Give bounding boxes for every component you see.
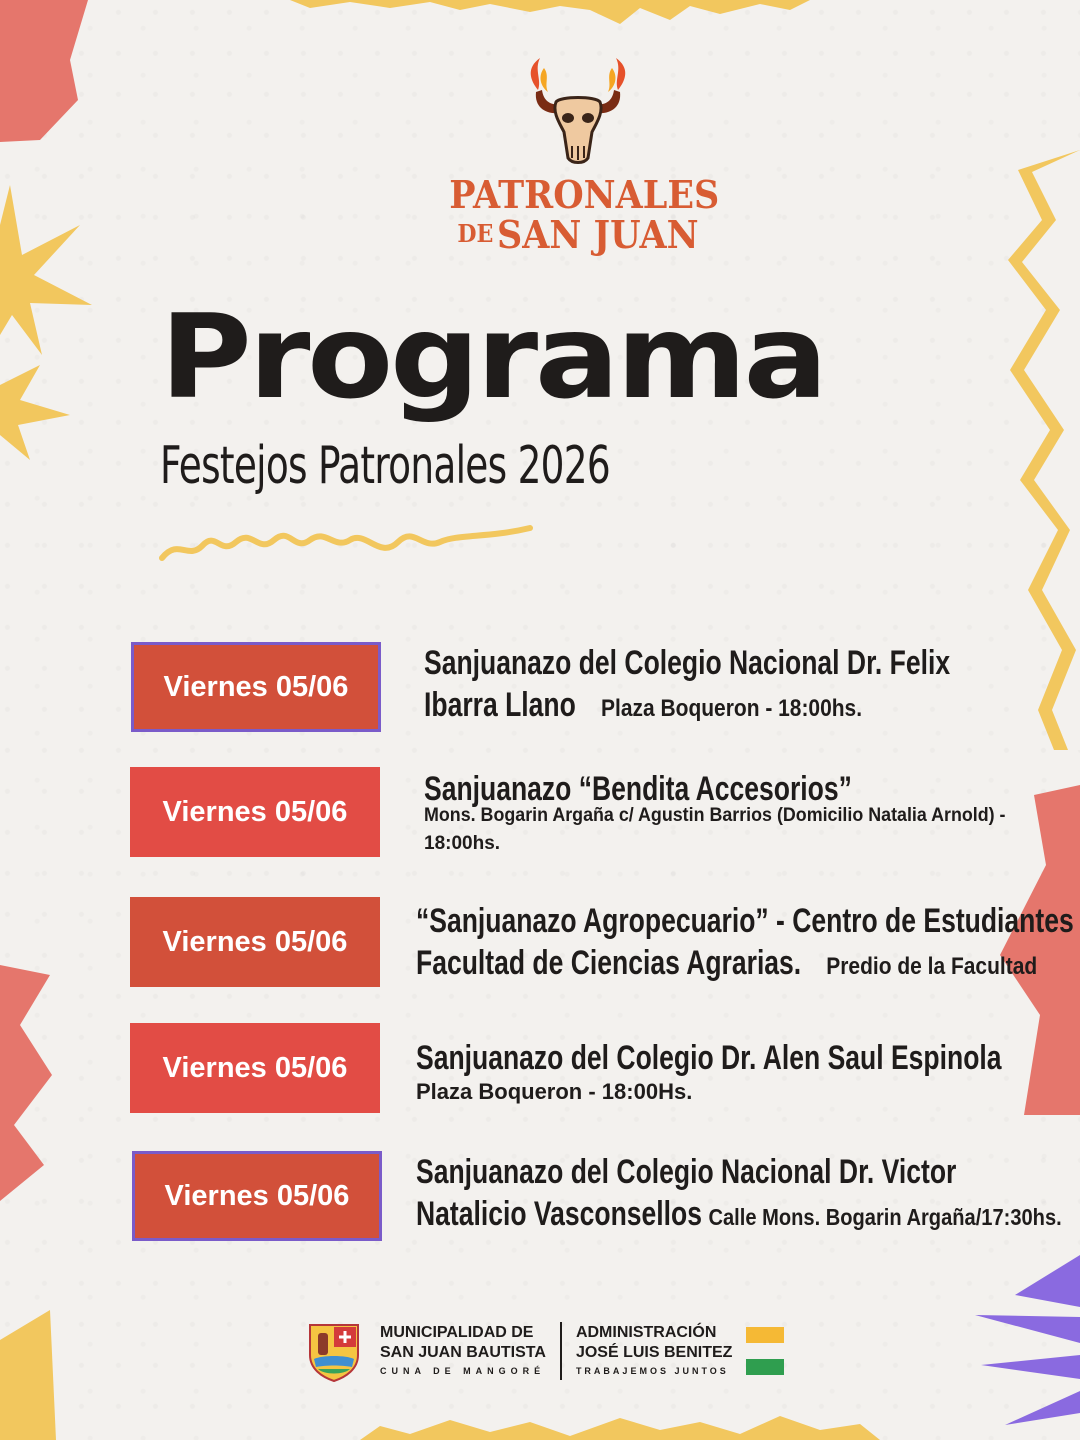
event-date-badge xyxy=(131,642,381,732)
event-date-label: Viernes 05/06 xyxy=(163,670,349,703)
event-location-line: 18:00hs. xyxy=(424,833,501,854)
coral-shape-top-left xyxy=(0,0,90,150)
brand-line-1: PATRONALES xyxy=(449,172,720,217)
event-date-badge xyxy=(130,1023,380,1113)
event-date-badge xyxy=(132,1151,382,1241)
municipality-line-1: MUNICIPALIDAD DE xyxy=(380,1324,534,1341)
administration-tagline: TRABAJEMOS JUNTOS xyxy=(575,1366,729,1376)
event-title-line: Ibarra Llano xyxy=(424,686,576,724)
yellow-star-left xyxy=(0,185,100,465)
footer-divider xyxy=(560,1322,562,1380)
event-location-line: Mons. Bogarin Argaña c/ Agustin Barrios (Domicilio Natalia Arnold) - xyxy=(424,805,1006,826)
bull-skull-icon xyxy=(520,50,636,170)
event-title-line: “Sanjuanazo Agropecuario” - Centro de Estudiantes xyxy=(416,902,1074,940)
event-title xyxy=(416,1151,1062,1238)
administration-line-1: ADMINISTRACIÓN xyxy=(575,1324,717,1341)
administration-line-2: JOSÉ LUIS BENITEZ xyxy=(575,1344,733,1361)
event-date-badge xyxy=(130,767,380,857)
event-title-line: Sanjuanazo del Colegio Nacional Dr. Felix xyxy=(424,644,951,682)
event-detail: Calle Mons. Bogarin Argaña/17:30hs. xyxy=(708,1204,1062,1230)
yellow-border-bottom xyxy=(360,1412,880,1440)
event-title-line: Sanjuanazo del Colegio Dr. Alen Saul Espinola xyxy=(416,1039,1002,1077)
event-title xyxy=(424,642,950,730)
yellow-border-top xyxy=(290,0,810,28)
municipality-tagline: CUNA DE MANGORÉ xyxy=(380,1366,546,1376)
footer-credits xyxy=(306,1318,784,1384)
yellow-border-right xyxy=(998,150,1080,750)
municipality-text xyxy=(380,1323,546,1379)
coral-shape-left xyxy=(0,965,60,1205)
event-location xyxy=(416,1078,692,1106)
event-location xyxy=(424,802,1043,858)
brand-line-2-main: SAN JUAN xyxy=(497,212,699,257)
brand-logo xyxy=(438,50,718,255)
municipality-line-2: SAN JUAN BAUTISTA xyxy=(380,1344,546,1361)
event-date-label: Viernes 05/06 xyxy=(162,1051,348,1084)
event-detail: Predio de la Facultad xyxy=(826,953,1038,980)
municipal-shield-icon xyxy=(306,1319,362,1383)
purple-burst-bottom-right xyxy=(975,1255,1080,1440)
brand-line-2 xyxy=(449,214,707,255)
brand-line-2-prefix: DE xyxy=(457,219,494,248)
event-title-line-with-detail xyxy=(416,942,1074,988)
event-detail: Plaza Boqueron - 18:00hs. xyxy=(600,695,862,722)
page-title: Programa xyxy=(160,290,825,425)
event-title-line-with-detail xyxy=(416,1193,1062,1238)
event-title-line: Sanjuanazo del Colegio Nacional Dr. Victor xyxy=(416,1153,957,1191)
event-date-label: Viernes 05/06 xyxy=(162,925,348,958)
event-title-line-with-detail xyxy=(424,684,950,730)
event-title xyxy=(416,1037,1002,1079)
event-title-line: Natalicio Vasconsellos xyxy=(416,1195,702,1233)
event-date-label: Viernes 05/06 xyxy=(162,795,348,828)
event-title-line: Sanjuanazo “Bendita Accesorios” xyxy=(424,770,852,808)
event-date-label: Viernes 05/06 xyxy=(164,1179,350,1212)
page-subtitle: Festejos Patronales 2026 xyxy=(160,436,610,496)
administration-text xyxy=(576,1323,732,1379)
yellow-shape-bottom-left xyxy=(0,1310,60,1440)
color-flag-icon xyxy=(746,1327,784,1375)
event-date-badge xyxy=(130,897,380,987)
yellow-squiggle xyxy=(158,520,538,570)
event-title-line: Facultad de Ciencias Agrarias. xyxy=(416,944,802,982)
event-title xyxy=(416,900,1074,988)
event-location-line: Plaza Boqueron - 18:00Hs. xyxy=(416,1079,693,1104)
